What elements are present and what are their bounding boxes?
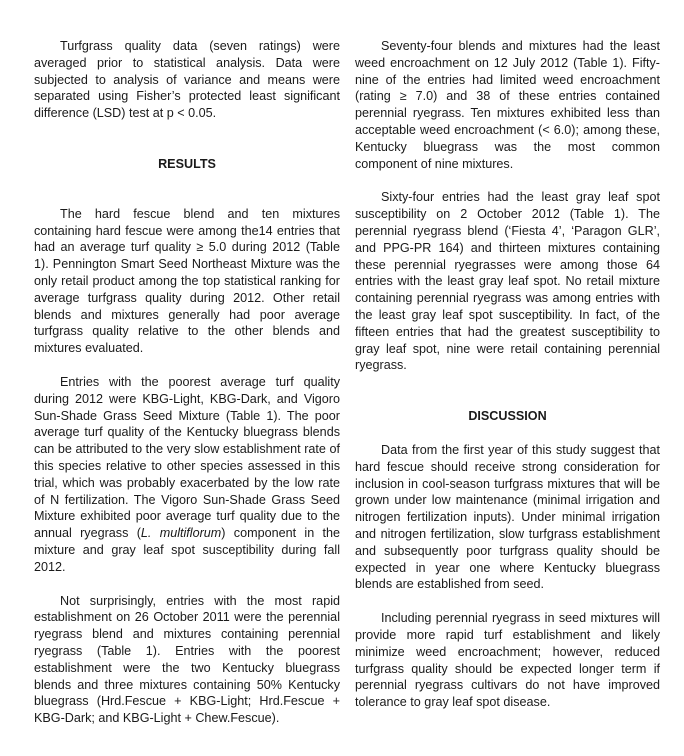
paragraph-gray-leaf-spot: Sixty-four entries had the least gray leaf spot susceptibility on 2 October 2012 (Table 1). The perennial ryegrass blend (‘Fiesta 4’, ‘Paragon GLR’, and PPG-PR 164) and thirteen mixtures containing these perennial ryegrasses were among those 64 entries with the least gray leaf spot. No retail mixture containing perennial ryegrass was among entries with the least gray leaf spot susceptibility. In fact, of the fifteen entries that had the greatest susceptibility to gray leaf spot, nine were retail containing perennial ryegrass.: [355, 190, 660, 373]
paragraph-poorest-quality: Entries with the poorest average turf quality during 2012 were KBG-Light, KBG-Dark, and Vigoro Sun-Shade Grass Seed Mixture (Table 1). The poor average turf quality of the Kentucky bluegrass blends can be attributed to the very slow establishment rate of this species relative to other species assessed in this trial, which was probably exacerbated by the low rate of N fertilization. The Vigoro Sun-Shade Grass Seed Mixture exhibited poor average turf quality due to the annual ryegrass (L. multiflorum) component in the mixture and gray leaf spot susceptibility during fall 2012.: [34, 374, 340, 574]
paragraph-hard-fescue-quality: The hard fescue blend and ten mixtures containing hard fescue were among the14 entries that had an average turf quality ≥ 5.0 during 2012 (Table 1). Pennington Smart Seed Northeast Mixture was the only retail product among the top statistical ranking for average turfgrass quality during 2012. Other retail blends and mixtures generally had poor average turfgrass quality relative to the other blends and mixtures evaluated.: [34, 206, 340, 356]
results-heading: RESULTS: [158, 156, 216, 171]
discussion-heading: DISCUSSION: [468, 409, 547, 424]
paragraph-discussion-hard-fescue: Data from the first year of this study suggest that hard fescue should receive strong consideration for inclusion in cool-season turfgrass mixtures that will be grown under low maintenance (minimal irrigation and nitrogen fertilization inputs). Under minimal irrigation and nitrogen fertilization, slow turfgrass establishment and subsequently poor turfgrass quality should be expected in year one where Kentucky bluegrass blends are established from seed.: [355, 442, 660, 592]
left-column: [34, 38, 340, 727]
paragraph-discussion-ryegrass: Including perennial ryegrass in seed mixtures will provide more rapid turf establishment and likely minimize weed encroachment; however, reduced turfgrass quality should be expected longer term if perennial ryegrass cultivars do not have improved tolerance to gray leaf spot disease.: [355, 611, 660, 710]
paragraph-statistical-analysis: Turfgrass quality data (seven ratings) were averaged prior to statistical analysis. Data were subjected to analysis of variance and means were separated using Fisher’s protected least significant difference (LSD) test at p < 0.05.: [34, 39, 340, 121]
right-column: [355, 38, 660, 711]
paragraph-weed-encroachment: Seventy-four blends and mixtures had the least weed encroachment on 12 July 2012 (Table 1). Fifty-nine of the entries had limited weed encroachment (rating ≥ 7.0) and 38 of these entries contained perennial ryegrass. Ten mixtures exhibited less than acceptable weed encroachment (< 6.0); among these, Kentucky bluegrass was the most common component of nine mixtures.: [355, 39, 660, 171]
paragraph-establishment: Not surprisingly, entries with the most rapid establishment on 26 October 2011 were the perennial ryegrass blend and mixtures containing perennial ryegrass (Table 1). Entries with the poorest establishment were the two Kentucky bluegrass blends and three mixtures containing 50% Kentucky bluegrass (Hrd.Fescue + KBG-Light; Hrd.Fescue + KBG-Dark; and KBG-Light + Chew.Fescue).: [34, 593, 340, 726]
species-name-italic: L. multiflorum: [140, 526, 222, 541]
